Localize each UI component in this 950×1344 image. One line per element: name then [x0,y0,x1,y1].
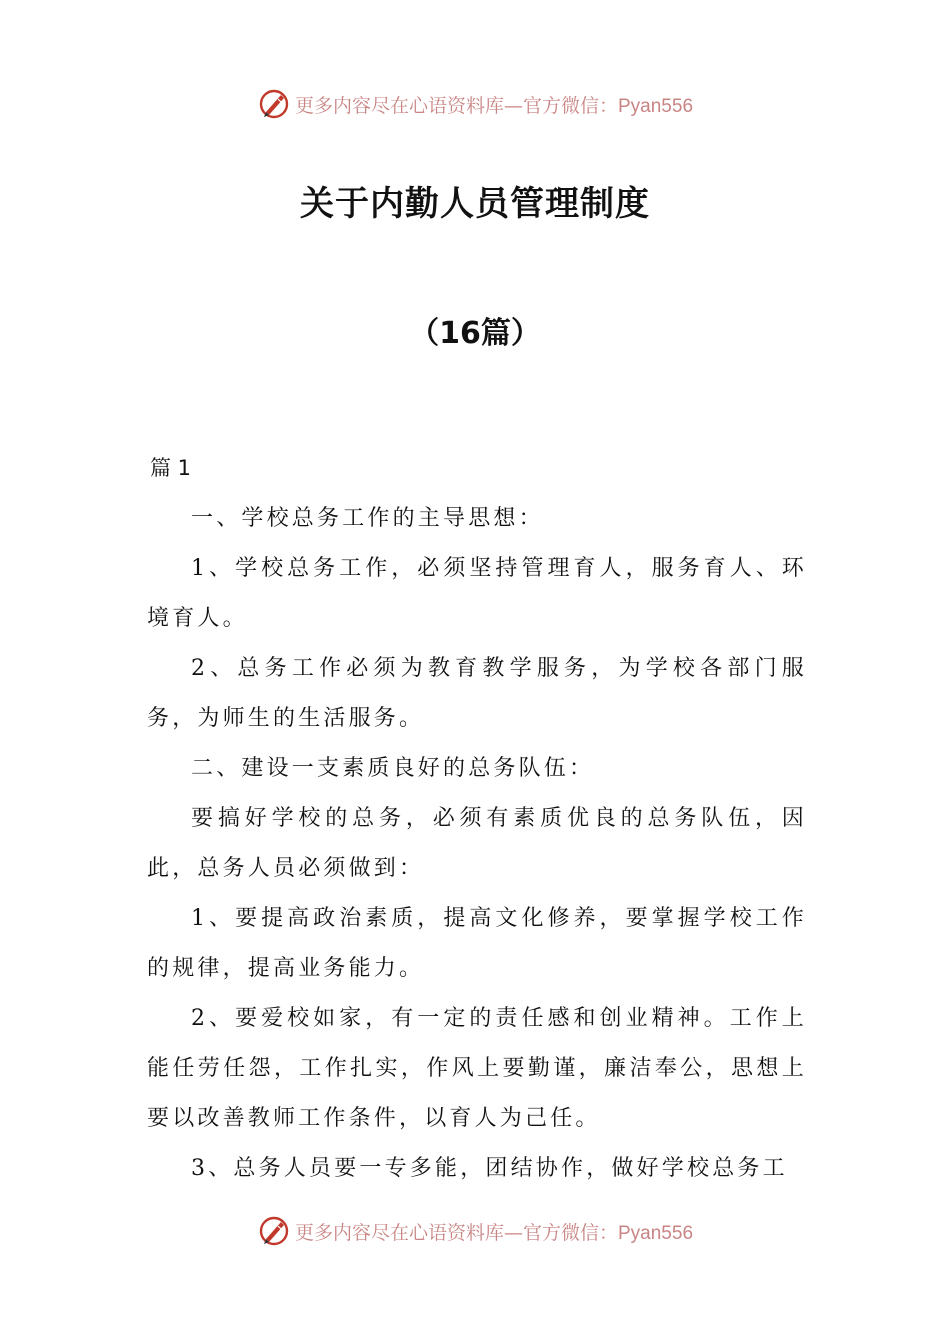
paragraph: 1、学校总务工作，必须坚持管理育人，服务育人、环境育人。 [147,556,807,631]
watermark-wechat-id: Pyan556 [618,1222,694,1244]
watermark-banner-bottom [0,1211,950,1251]
watermark-wechat-id: Pyan556 [618,95,694,117]
paragraph: 1、要提高政治素质，提高文化修养，要掌握学校工作的规律，提高业务能力。 [147,906,807,981]
paragraph: 2、总务工作必须为教育教学服务，为学校各部门服务，为师生的生活服务。 [147,656,807,731]
pen-logo-icon [257,1214,291,1248]
paragraph: 二、建设一支素质良好的总务队伍： [191,756,595,781]
pen-logo-icon [257,87,291,121]
watermark-dash: — [503,94,523,117]
paragraph: 2、要爱校如家，有一定的责任感和创业精神。工作上能任劳任怨，工作扎实，作风上要勤谨，廉洁奉公，思想上要以改善教师工作条件，以育人为己任。 [147,1006,807,1131]
document-body [147,494,807,1194]
watermark-text: 更多内容尽在心语资料库 [294,1221,504,1244]
paragraph: 3、总务人员要一专多能，团结协作，做好学校总务工 [191,1156,788,1181]
watermark-wechat-label: 官方微信： [522,94,618,117]
paragraph: 一、学校总务工作的主导思想： [191,506,544,531]
watermark-wechat-label: 官方微信： [522,1221,618,1244]
watermark-text: 更多内容尽在心语资料库 [294,94,504,117]
watermark-dash: — [503,1221,523,1244]
document-title: 关于内勤人员管理制度 [300,184,650,224]
document-subtitle: （16篇） [409,316,541,351]
section-label: 篇 1 [150,456,192,480]
paragraph: 要搞好学校的总务，必须有素质优良的总务队伍，因此，总务人员必须做到： [147,806,807,881]
watermark-banner-top [0,84,950,124]
